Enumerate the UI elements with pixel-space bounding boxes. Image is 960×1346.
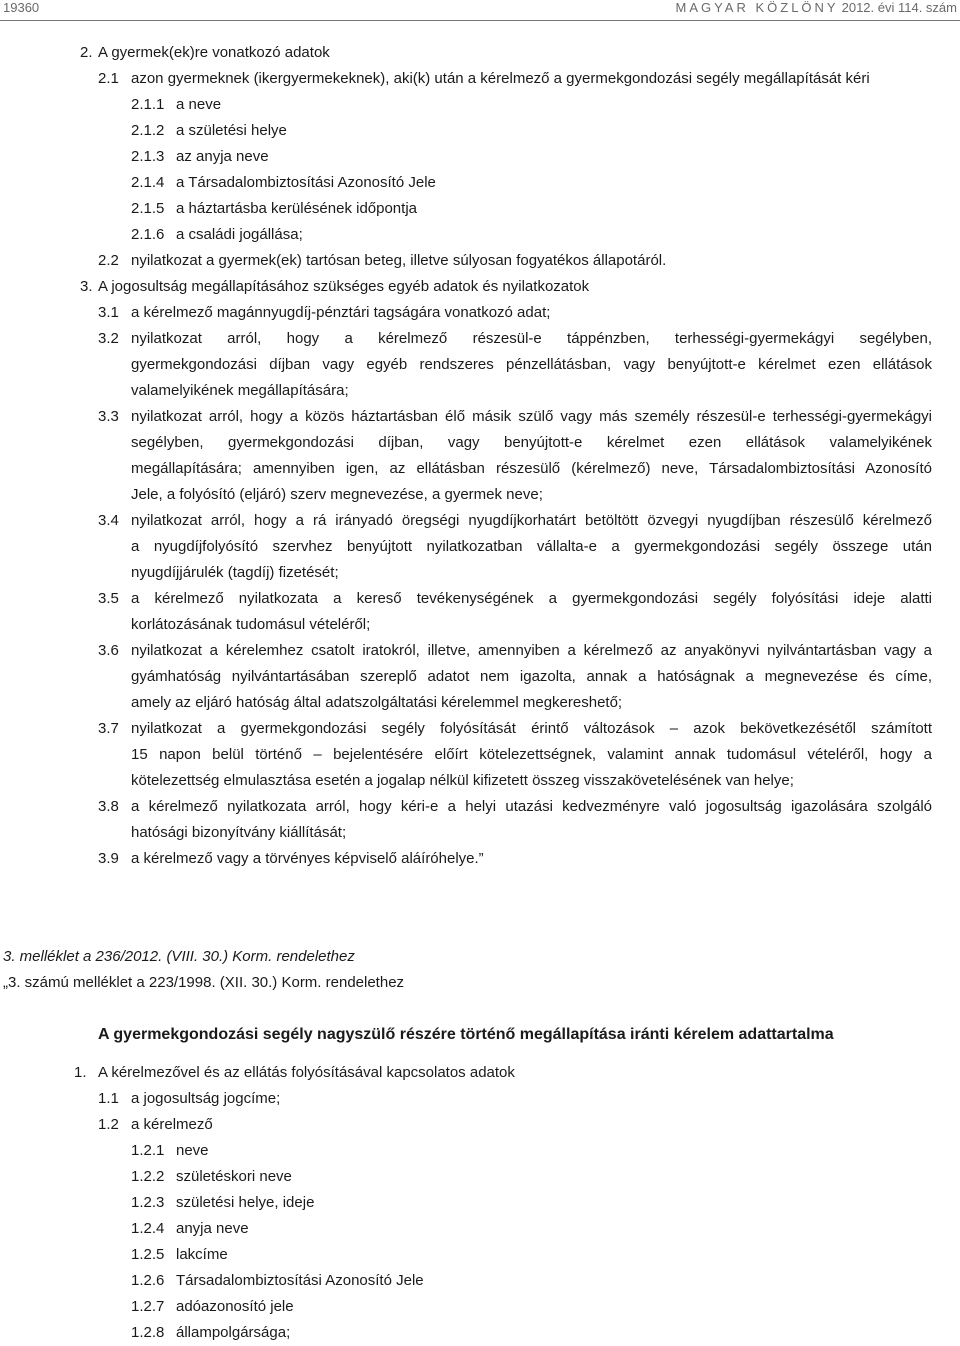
item-text: a családi jogállása; (176, 226, 303, 243)
item-number: 3.5 (98, 590, 119, 607)
item-number: 3.6 (98, 642, 119, 659)
item-text: A jogosultság megállapításához szükséges egyéb adatok és nyilatkozatok (98, 278, 590, 295)
item-number: 1. (74, 1064, 87, 1081)
item-number: 3.7 (98, 720, 119, 737)
item-text: adóazonosító jele (176, 1298, 294, 1315)
list-item (131, 1294, 932, 1320)
item-text: a jogosultság jogcíme; (131, 1090, 281, 1107)
list-item (98, 586, 932, 612)
item-text: anyja neve (176, 1220, 249, 1237)
item-text: 15 napon belül történő – bejelentésére előírt kötelezettségnek, valamint annak tudomásul vételéről, hogy a (131, 746, 932, 763)
item-number: 3.8 (98, 798, 119, 815)
list-item (98, 1112, 932, 1138)
list-item (131, 196, 932, 222)
item-text: nyilatkozat a gyermekgondozási segély folyósítását érintő változások – azok bekövetkezésétől számított (131, 720, 932, 737)
list-item (98, 482, 932, 508)
item-number: 2.1.3 (131, 148, 165, 165)
item-text: születési helye, ideje (176, 1194, 315, 1211)
list-item (98, 404, 932, 430)
item-number: 3.2 (98, 330, 119, 347)
annex-heading: 3. melléklet a 236/2012. (VIII. 30.) Korm. rendelethez (3, 948, 355, 965)
item-text: a háztartásba kerülésének időpontja (176, 200, 417, 217)
item-text: kötelezettség elmulasztása esetén a jogalap nélkül kifizetett összeg visszakövetelésének van helye; (131, 772, 794, 789)
list-item (98, 768, 932, 794)
item-number: 2.1.4 (131, 174, 165, 191)
list-item (98, 352, 932, 378)
list-item (98, 716, 932, 742)
item-text: valamelyikének megállapítására; (131, 382, 349, 399)
item-number: 3. (80, 278, 93, 295)
item-text: nyilatkozat a gyermek(ek) tartósan beteg, illetve súlyosan fogyatékos állapotáról. (131, 252, 667, 269)
item-text: állampolgársága; (176, 1324, 291, 1341)
list-item (98, 664, 932, 690)
item-text: A kérelmezővel és az ellátás folyósításával kapcsolatos adatok (98, 1064, 515, 1081)
item-text: a kérelmező nyilatkozata arról, hogy kéri-e a helyi utazási kedvezményre való jogosultság igazolására szolgáló (131, 798, 932, 815)
list-item (98, 326, 932, 352)
list-item (131, 118, 932, 144)
list-item (98, 742, 932, 768)
list-item (98, 456, 932, 482)
list-item (98, 378, 932, 404)
item-number: 2.1.6 (131, 226, 165, 243)
list-item (131, 1190, 932, 1216)
item-text: neve (176, 1142, 209, 1159)
list-item (98, 1086, 932, 1112)
item-number: 1.2.3 (131, 1194, 165, 1211)
item-number: 1.2.5 (131, 1246, 165, 1263)
item-number: 1.1 (98, 1090, 119, 1107)
list-item (98, 560, 932, 586)
list-item (131, 1242, 932, 1268)
list-item (131, 1138, 932, 1164)
list-item (131, 170, 932, 196)
list-item (131, 1268, 932, 1294)
list-item (98, 508, 932, 534)
list-item (98, 248, 932, 274)
item-number: 3.4 (98, 512, 119, 529)
list-item (74, 1060, 932, 1086)
list-item (131, 144, 932, 170)
item-text: a neve (176, 96, 222, 113)
item-text: amely az eljáró hatóság által adatszolgáltatási kérelemmel megkereshető; (131, 694, 623, 711)
page-header (0, 0, 960, 21)
item-number: 2.1.5 (131, 200, 165, 217)
list-item (131, 1216, 932, 1242)
list-item (80, 274, 932, 300)
item-text: nyilatkozat a kérelemhez csatolt iratokról, illetve, amennyiben a kérelmező az anyakönyvi nyilvántartásban vagy a (131, 642, 932, 659)
list-item (131, 1320, 932, 1346)
journal-name: MAGYAR KÖZLÖNY (675, 0, 839, 15)
item-text: a nyugdíjfolyósító szervhez benyújtott nyilatkozatban vállalta-e a gyermekgondozási segély összege után (131, 538, 932, 555)
list-item (98, 66, 932, 92)
item-number: 1.2.4 (131, 1220, 165, 1237)
annex-subheading: „3. számú melléklet a 223/1998. (XII. 30.) Korm. rendelethez (3, 974, 405, 991)
list-item (131, 92, 932, 118)
item-number: 2.2 (98, 252, 119, 269)
item-text: nyilatkozat arról, hogy a közös háztartásban élő másik szülő vagy más személy részesül-e terhességi-gyermekágyi (131, 408, 932, 425)
item-text: nyugdíjjárulék (tagdíj) fizetését; (131, 564, 339, 581)
item-text: Jele, a folyósító (eljáró) szerv megnevezése, a gyermek neve; (131, 486, 543, 503)
item-number: 3.9 (98, 850, 119, 867)
list-item (98, 638, 932, 664)
list-item (98, 794, 932, 820)
item-text: korlátozásának tudomásul vételéről; (131, 616, 371, 633)
item-number: 2.1.1 (131, 96, 165, 113)
item-number: 2.1 (98, 70, 119, 87)
item-text: azon gyermeknek (ikergyermekeknek), aki(k) után a kérelmező a gyermekgondozási segély megállapítását kéri (131, 70, 870, 87)
item-number: 2. (80, 44, 93, 61)
item-text: a kérelmező (131, 1116, 213, 1133)
journal-issue: 2012. évi 114. szám (841, 0, 957, 15)
item-number: 1.2 (98, 1116, 119, 1133)
item-number: 1.2.8 (131, 1324, 165, 1341)
list-item (98, 300, 932, 326)
list-item (131, 1164, 932, 1190)
item-number: 3.1 (98, 304, 119, 321)
list-item (98, 430, 932, 456)
list-item (80, 40, 932, 66)
journal-info (675, 0, 957, 15)
item-text: lakcíme (176, 1246, 228, 1263)
item-number: 2.1.2 (131, 122, 165, 139)
item-text: a kérelmező nyilatkozata a kereső tevékenységének a gyermekgondozási segély folyósítási ideje alatti (131, 590, 932, 607)
item-text: gyámhatóság nyilvántartásában szereplő adatot nem igazolta, annak a hatóságnak a megnevezése és címe, (131, 668, 932, 685)
item-text: nyilatkozat arról, hogy a kérelmező részesül-e táppénzben, terhességi-gyermekágyi segélyben, (131, 330, 932, 347)
list-item (131, 222, 932, 248)
item-text: a kérelmező vagy a törvényes képviselő aláíróhelye.” (131, 850, 484, 867)
item-text: nyilatkozat arról, hogy a rá irányadó öregségi nyugdíjkorhatárt betöltött özvegyi nyugdíjban részesülő kérelmező (131, 512, 932, 529)
item-number: 1.2.1 (131, 1142, 165, 1159)
item-text: gyermekgondozási díjban vagy egyéb rendszeres pénzellátásban, vagy benyújtott-e kérelmet ezen ellátások (131, 356, 932, 373)
item-number: 3.3 (98, 408, 119, 425)
list-item (98, 612, 932, 638)
annex-title: A gyermekgondozási segély nagyszülő részére történő megállapítása iránti kérelem adattartalma (98, 1026, 834, 1043)
item-text: hatósági bizonyítvány kiállítását; (131, 824, 347, 841)
item-number: 1.2.6 (131, 1272, 165, 1289)
item-number: 1.2.7 (131, 1298, 165, 1315)
item-number: 1.2.2 (131, 1168, 165, 1185)
item-text: a születési helye (176, 122, 287, 139)
page-number: 19360 (3, 0, 40, 15)
item-text: a kérelmező magánnyugdíj-pénztári tagságára vonatkozó adat; (131, 304, 551, 321)
item-text: megállapítására; amennyiben igen, az ellátásban részesülő (kérelmező) neve, Társadalombiztosítási Azonosító (131, 460, 932, 477)
list-item (98, 820, 932, 846)
item-text: segélyben, gyermekgondozási díjban, vagy benyújtott-e kérelmet ezen ellátások valamelyikének (131, 434, 932, 451)
list-item (98, 690, 932, 716)
item-text: A gyermek(ek)re vonatkozó adatok (98, 44, 330, 61)
item-text: Társadalombiztosítási Azonosító Jele (176, 1272, 424, 1289)
item-text: a Társadalombiztosítási Azonosító Jele (176, 174, 436, 191)
item-text: születéskori neve (176, 1168, 292, 1185)
item-text: az anyja neve (176, 148, 269, 165)
list-item (98, 846, 932, 872)
list-item (98, 534, 932, 560)
